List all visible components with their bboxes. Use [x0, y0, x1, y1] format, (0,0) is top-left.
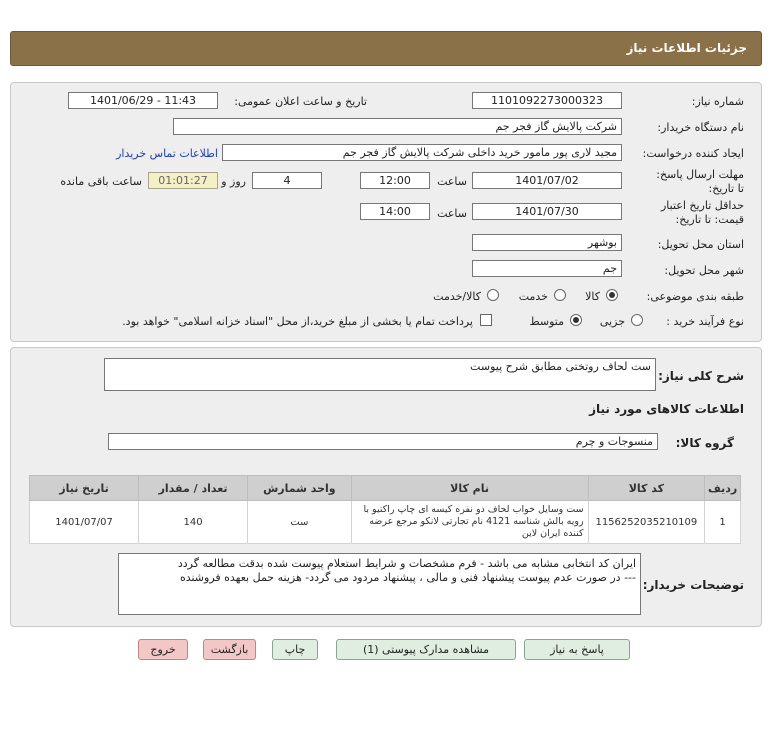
- validity-time-field: 14:00: [360, 203, 430, 220]
- cell-name: ست وسایل خواب لحاف دو نفره کیسه ای چاپ راکتیو با رویه بالش شناسه 4121 نام تجارتی لانکو مرجع عرضه کننده ایران لاین: [351, 501, 588, 544]
- validity-time-label: ساعت: [437, 207, 467, 220]
- cell-date: 1401/07/07: [30, 501, 139, 544]
- table-row: [30, 501, 741, 544]
- treasury-payment-checkbox[interactable]: [480, 314, 492, 326]
- cell-code: 1156252035210109: [588, 501, 705, 544]
- attachments-button[interactable]: مشاهده مدارک پیوستی (1): [336, 639, 516, 660]
- announce-label: تاریخ و ساعت اعلان عمومی:: [234, 95, 367, 108]
- remaining-timer: 01:01:27: [148, 172, 218, 189]
- goods-group-label: گروه کالا:: [675, 436, 734, 450]
- city-label: شهر محل تحویل:: [664, 264, 744, 277]
- back-button[interactable]: بازگشت: [203, 639, 256, 660]
- deadline-time-label: ساعت: [437, 175, 467, 188]
- cell-unit: ست: [248, 501, 351, 544]
- deadline-label: مهلت ارسال پاسخ: تا تاریخ:: [656, 168, 744, 195]
- col-date: تاریخ نیاز: [30, 476, 139, 501]
- province-field: بوشهر: [472, 234, 622, 251]
- page-title: جزئیات اطلاعات نیاز: [626, 41, 747, 55]
- cell-qty: 140: [139, 501, 248, 544]
- col-code: کد کالا: [588, 476, 705, 501]
- province-label: استان محل تحویل:: [657, 238, 744, 251]
- buyer-notes-line-2: --- در صورت عدم پیوست پیشنهاد فنی و مالی ، پیشنهاد مردود می گردد- هزینه حمل بعهده فروشنده: [179, 571, 636, 584]
- summary-field: ست لحاف روتختی مطابق شرح پیوست: [104, 358, 656, 391]
- category-option-both: کالا/خدمت: [433, 290, 481, 303]
- need-number-field: 1101092273000323: [472, 92, 622, 109]
- category-option-service: خدمت: [518, 290, 548, 303]
- cell-row: 1: [705, 501, 741, 544]
- goods-section-title: اطلاعات کالاهای مورد نیاز: [589, 402, 744, 416]
- process-radio-medium[interactable]: [570, 314, 582, 326]
- need-number-label: شماره نیاز:: [691, 95, 744, 108]
- remaining-label: ساعت باقی مانده: [60, 175, 142, 188]
- items-table: [29, 475, 741, 544]
- category-label: طبقه بندی موضوعی:: [646, 290, 744, 303]
- category-option-goods: کالا: [585, 290, 600, 303]
- validity-label: حداقل تاریخ اعتبار قیمت: تا تاریخ:: [660, 199, 744, 226]
- reply-button[interactable]: پاسخ به نیاز: [524, 639, 630, 660]
- announce-field: 1401/06/29 - 11:43: [68, 92, 218, 109]
- process-label: نوع فرآیند خرید :: [666, 315, 744, 328]
- category-radio-goods[interactable]: [606, 289, 618, 301]
- print-button[interactable]: چاپ: [272, 639, 318, 660]
- deadline-time-field: 12:00: [360, 172, 430, 189]
- category-radio-both[interactable]: [487, 289, 499, 301]
- days-field: 4: [252, 172, 322, 189]
- goods-group-field: منسوجات و چرم: [108, 433, 658, 450]
- summary-label: شرح کلی نیاز:: [658, 369, 744, 383]
- process-option-medium: متوسط: [529, 315, 564, 328]
- buyer-notes-line-1: ایران کد انتخابی مشابه می باشد - فرم مشخصات و شرایط استعلام پیوست شده بدقت مطالعه گردد: [177, 557, 636, 570]
- col-unit: واحد شمارش: [248, 476, 351, 501]
- items-table-header: [30, 476, 741, 501]
- process-radio-minor[interactable]: [631, 314, 643, 326]
- buyer-notes-label: توضیحات خریدار:: [642, 578, 744, 592]
- page-header: [10, 31, 762, 66]
- process-option-minor: جزیی: [599, 315, 625, 328]
- category-radio-service[interactable]: [554, 289, 566, 301]
- requester-field: مجید لاری پور مامور خرید داخلی شرکت پالایش گاز فجر جم: [222, 144, 622, 161]
- col-qty: تعداد / مقدار: [139, 476, 248, 501]
- deadline-date-field: 1401/07/02: [472, 172, 622, 189]
- buyer-org-field: شرکت پالایش گاز فجر جم: [173, 118, 622, 135]
- city-field: جم: [472, 260, 622, 277]
- requester-label: ایجاد کننده درخواست:: [642, 147, 744, 160]
- validity-date-field: 1401/07/30: [472, 203, 622, 220]
- buyer-contact-link[interactable]: اطلاعات تماس خریدار: [116, 147, 218, 160]
- treasury-payment-note: پرداخت تمام یا بخشی از مبلغ خرید،از محل "اسناد خزانه اسلامی" خواهد بود.: [122, 315, 473, 328]
- days-label: روز و: [221, 175, 246, 188]
- buyer-notes-box: [118, 553, 641, 615]
- buyer-org-label: نام دستگاه خریدار:: [657, 121, 744, 134]
- col-name: نام کالا: [351, 476, 588, 501]
- exit-button[interactable]: خروج: [138, 639, 188, 660]
- col-row: ردیف: [705, 476, 741, 501]
